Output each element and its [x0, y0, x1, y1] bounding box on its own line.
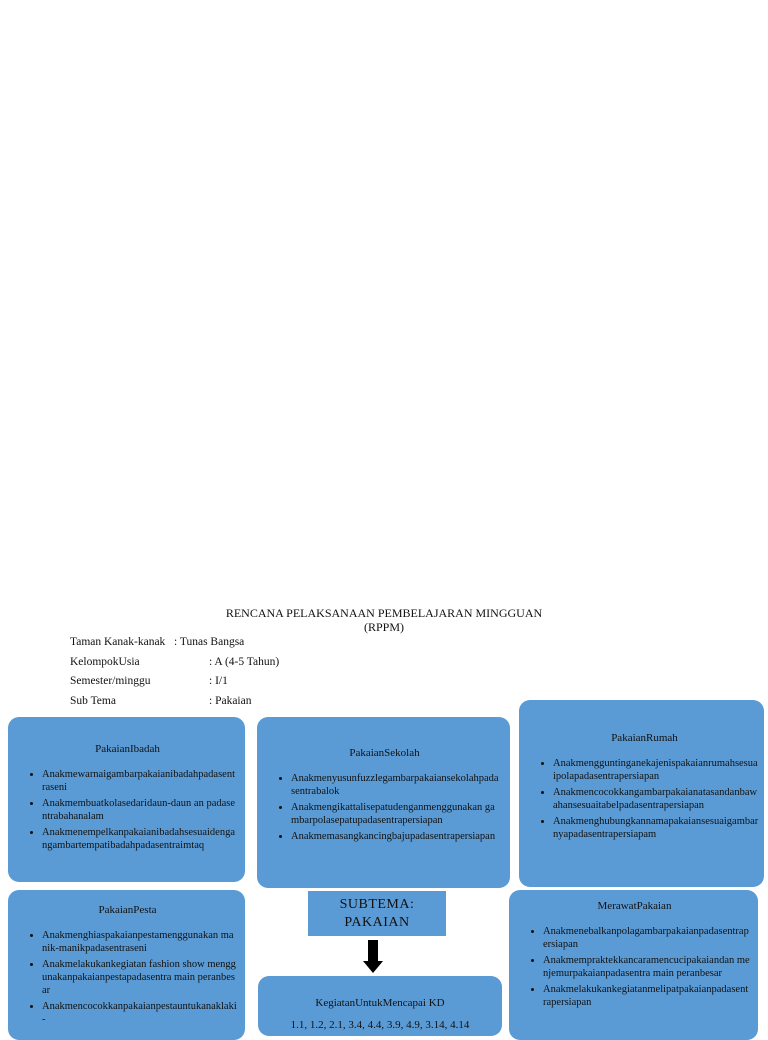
info-value: : A (4-5 Tahun) — [209, 656, 280, 668]
list-item: • Anakmemasangkancingbajupadasentrapersiapan — [291, 830, 502, 843]
kd-values: 1.1, 1.2, 2.1, 3.4, 4.4, 3.9, 4.9, 3.14, 4.14 — [290, 1019, 470, 1031]
list-item: • Anakmencocokkangambarpakaianatasandanbawahansesuaitabelpadasentrapersiapan — [553, 786, 760, 812]
info-row-subtheme — [70, 693, 330, 709]
activity-list — [529, 757, 760, 841]
list-item: • Anakmembuatkolasedaridaun-daun an padasentrabahanalam — [42, 797, 237, 823]
activity-list — [18, 929, 237, 1026]
box-pakaian-sekolah — [257, 717, 510, 888]
subtheme-name: PAKAIAN — [344, 915, 410, 930]
list-item: • Anakmempraktekkancaramencucipakaiandan menjemurpakaianpadasentra main peranbesar — [543, 954, 750, 980]
subtheme-box — [307, 890, 447, 937]
box-pakaian-ibadah — [8, 717, 245, 882]
list-item: • Anakmenyusunfuzzlegambarpakaiansekolahpadasentrabalok — [291, 772, 502, 798]
list-item: • Anakmelakukankegiatanmelipatpakaianpadasentrapersiapan — [543, 983, 750, 1009]
down-arrow-icon — [363, 940, 383, 974]
list-item: • Anakmencocokkanpakaianpestauntukanaklaki- — [42, 1000, 237, 1026]
info-label: Sub Tema — [70, 695, 116, 707]
list-item: • Anakmengguntinganekajenispakaianrumahsesuaipolapadasentrapersiapan — [553, 757, 760, 783]
info-label: KelompokUsia — [70, 656, 140, 668]
list-item: • Anakmenempelkanpakaianibadahsesuaidengangambartempatibadahpadasentraimtaq — [42, 826, 237, 852]
list-item: • Anakmenghubungkannamapakaiansesuaigambarnyapadasentrapersiapam — [553, 815, 760, 841]
info-value: : Pakaian — [209, 695, 252, 707]
box-pakaian-pesta — [8, 890, 245, 1040]
document-subtitle: (RPPM) — [363, 620, 404, 634]
subtheme-label: SUBTEMA: — [339, 897, 415, 912]
info-row-age-group — [70, 654, 330, 670]
activity-list — [267, 772, 502, 843]
box-title: PakaianIbadah — [95, 743, 160, 755]
kd-title: KegiatanUntukMencapai KD — [315, 997, 445, 1009]
box-pakaian-rumah — [519, 700, 764, 887]
list-item: • Anakmewarnaigambarpakaianibadahpadasentraseni — [42, 768, 237, 794]
box-title: PakaianPesta — [98, 904, 157, 916]
info-value: : I/1 — [209, 675, 228, 687]
info-row-semester — [70, 673, 330, 689]
box-title: MerawatPakaian — [597, 900, 672, 912]
list-item: • Anakmengikattalisepatudenganmenggunakan gambarpolasepatupadasentrapersiapan — [291, 801, 502, 827]
kd-activity-box — [258, 976, 502, 1036]
info-row-school — [70, 634, 330, 650]
info-label: Semester/minggu — [70, 675, 151, 687]
info-label: Taman Kanak-kanak — [70, 636, 166, 648]
info-value: : Tunas Bangsa — [174, 636, 245, 648]
list-item: • Anakmelakukankegiatan fashion show menggunakanpakaianpestapadasentra main peranbesar — [42, 958, 237, 997]
list-item: • Anakmenghiaspakaianpestamenggunakan manik-manikpadasentraseni — [42, 929, 237, 955]
list-item: • Anakmenebalkanpolagambarpakaianpadasentrapersiapan — [543, 925, 750, 951]
box-merawat-pakaian — [509, 890, 758, 1040]
document-title: RENCANA PELAKSANAAN PEMBELAJARAN MINGGUAN — [225, 606, 543, 620]
activity-list — [519, 925, 750, 1009]
box-title: PakaianRumah — [611, 732, 678, 744]
activity-list — [18, 768, 237, 852]
box-title: PakaianSekolah — [349, 747, 420, 759]
